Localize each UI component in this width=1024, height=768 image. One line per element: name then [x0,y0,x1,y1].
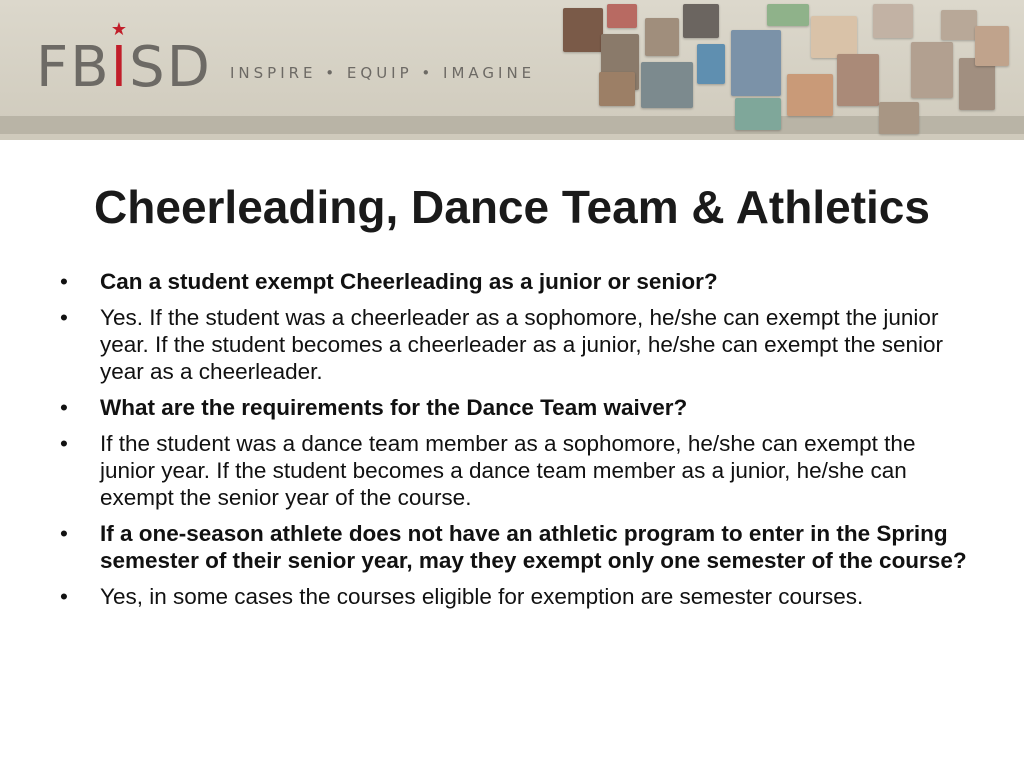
photo-tile [735,98,781,130]
bullet-text: Yes. If the student was a cheerleader as a sophomore, he/she can exempt the junior year. If the student becomes a cheerleader as a junior, he/she can exempt the senior year as a cheerleader. [100,305,944,384]
photo-tile [697,44,725,84]
photo-tile [599,72,635,106]
logo-text-sd: SD [129,35,212,100]
bullet-dot-icon: • [60,521,68,546]
fbisd-logo [36,19,212,100]
bullet-dot-icon: • [60,305,68,330]
photo-tile [731,30,781,96]
photo-tile [975,26,1009,66]
tagline: INSPIRE • EQUIP • IMAGINE [230,64,536,82]
header-banner [0,0,1024,140]
logo-text-fb: FB [36,35,111,100]
bullet-item [60,583,970,610]
photo-tile [811,16,857,58]
photo-tile [563,8,603,52]
bullet-item [60,268,970,295]
bullet-dot-icon: • [60,269,68,294]
star-icon: ★ [110,19,129,40]
bullet-item [60,520,970,574]
slide-title: Cheerleading, Dance Team & Athletics [94,181,930,233]
bullet-list [60,268,970,619]
bullet-text: Can a student exempt Cheerleading as a junior or senior? [100,269,718,294]
photo-tile [787,74,833,116]
bullet-text: If the student was a dance team member as a sophomore, he/she can exempt the junior year. If the student becomes a dance team member as a junior, he/she can exempt the senior year of the course. [100,431,916,510]
bullet-item [60,430,970,511]
photo-collage [555,0,1024,140]
bullet-dot-icon: • [60,431,68,456]
photo-tile [607,4,637,28]
bullet-text: What are the requirements for the Dance Team waiver? [100,395,688,420]
bullet-item [60,394,970,421]
photo-tile [941,10,977,40]
photo-tile [879,102,919,134]
bullet-item [60,304,970,385]
photo-tile [767,4,809,26]
bullet-dot-icon: • [60,395,68,420]
bullet-text: Yes, in some cases the courses eligible for exemption are semester courses. [100,584,864,609]
bullet-dot-icon: • [60,584,68,609]
photo-tile [837,54,879,106]
photo-tile [683,4,719,38]
photo-tile [645,18,679,56]
bullet-text: If a one-season athlete does not have an athletic program to enter in the Spring semester of their senior year, may they exempt only one semester of the course? [100,521,967,573]
photo-tile [911,42,953,98]
photo-tile [873,4,913,38]
logo-red-i [110,19,130,100]
logo-text-i: I [110,35,130,100]
photo-tile [641,62,693,108]
